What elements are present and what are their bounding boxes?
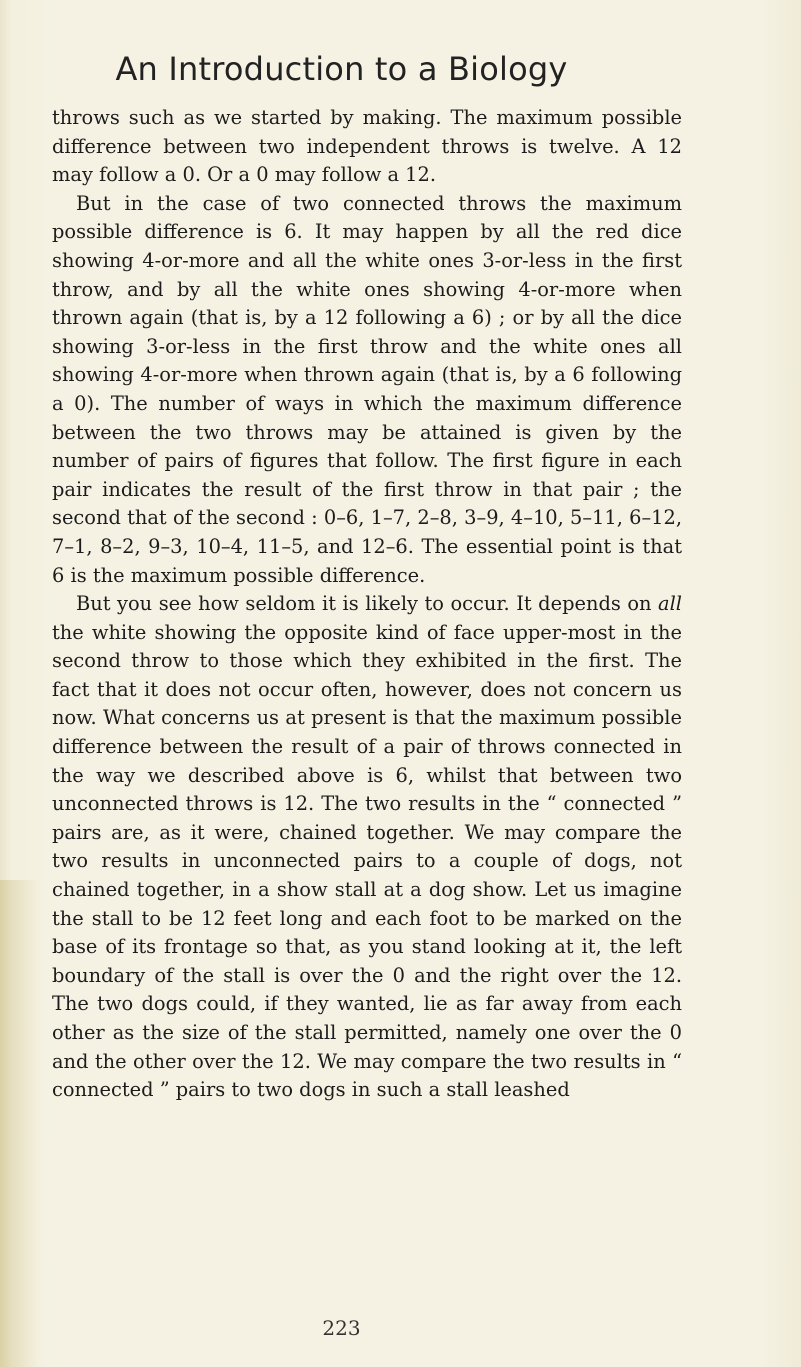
- paragraph-text: But you see how seldom it is likely to occur. It depends on: [76, 592, 659, 616]
- paragraph: [52, 190, 682, 590]
- paragraph-text: throws such as we started by making. The maximum possible difference between two independent throws is twelve. A 12 may follow a 0. Or a 0 may follow a 12.: [52, 106, 682, 187]
- body-text: [52, 104, 682, 1105]
- paragraph-text: But in the case of two connected throws the maximum possible difference is 6. It may happen by all the red dice showing 4-or-more and all the white ones 3-or-less in the first throw, and by all the white ones showing 4-or-more when thrown again (that is, by a 12 following a 6) ; or by all the dice showing 3-or-less in the first throw and the white ones all showing 4-or-more when thrown again (that is, by a 6 following a 0). The number of ways in which the maximum difference between the two throws may be attained is given by the number of pairs of figures that follow. The first figure in each pair indicates the result of the first throw in that pair ; the second that of the second : 0–6, 1–7, 2–8, 3–9, 4–10, 5–11, 6–12, 7–1, 8–2, 9–3, 10–4, 11–5, and 12–6. The essential point is that 6 is the maximum possible difference.: [52, 191, 682, 587]
- paragraph-text: the white showing the opposite kind of face upper-most in the second throw to those which they exhibited in the first. The fact that it does not occur often, however, does not concern us now. What concerns us at present is that the maximum possible difference between the result of a pair of throws connected in the way we described above is 6, whilst that between two unconnected throws is 12. The two results in the “ connected ” pairs are, as it were, chained together. We may compare the two results in unconnected pairs to a couple of dogs, not chained together, in a show stall at a dog show. Let us imagine the stall to be 12 feet long and each foot to be marked on the base of its frontage so that, as you stand looking at it, the left boundary of the stall is over the 0 and the right over the 12. The two dogs could, if they wanted, lie as far away from each other as the size of the stall permitted, namely one over the 0 and the other over the 12. We may compare the two results in “ connected ” pairs to two dogs in such a stall leashed: [52, 620, 682, 1102]
- paragraph: [52, 104, 682, 190]
- page-number: 223: [322, 1316, 361, 1340]
- italic-text: all: [658, 592, 682, 616]
- page-edge-stain: [0, 880, 40, 1367]
- paragraph: [52, 590, 682, 1105]
- running-head: An Introduction to a Biology: [115, 50, 568, 88]
